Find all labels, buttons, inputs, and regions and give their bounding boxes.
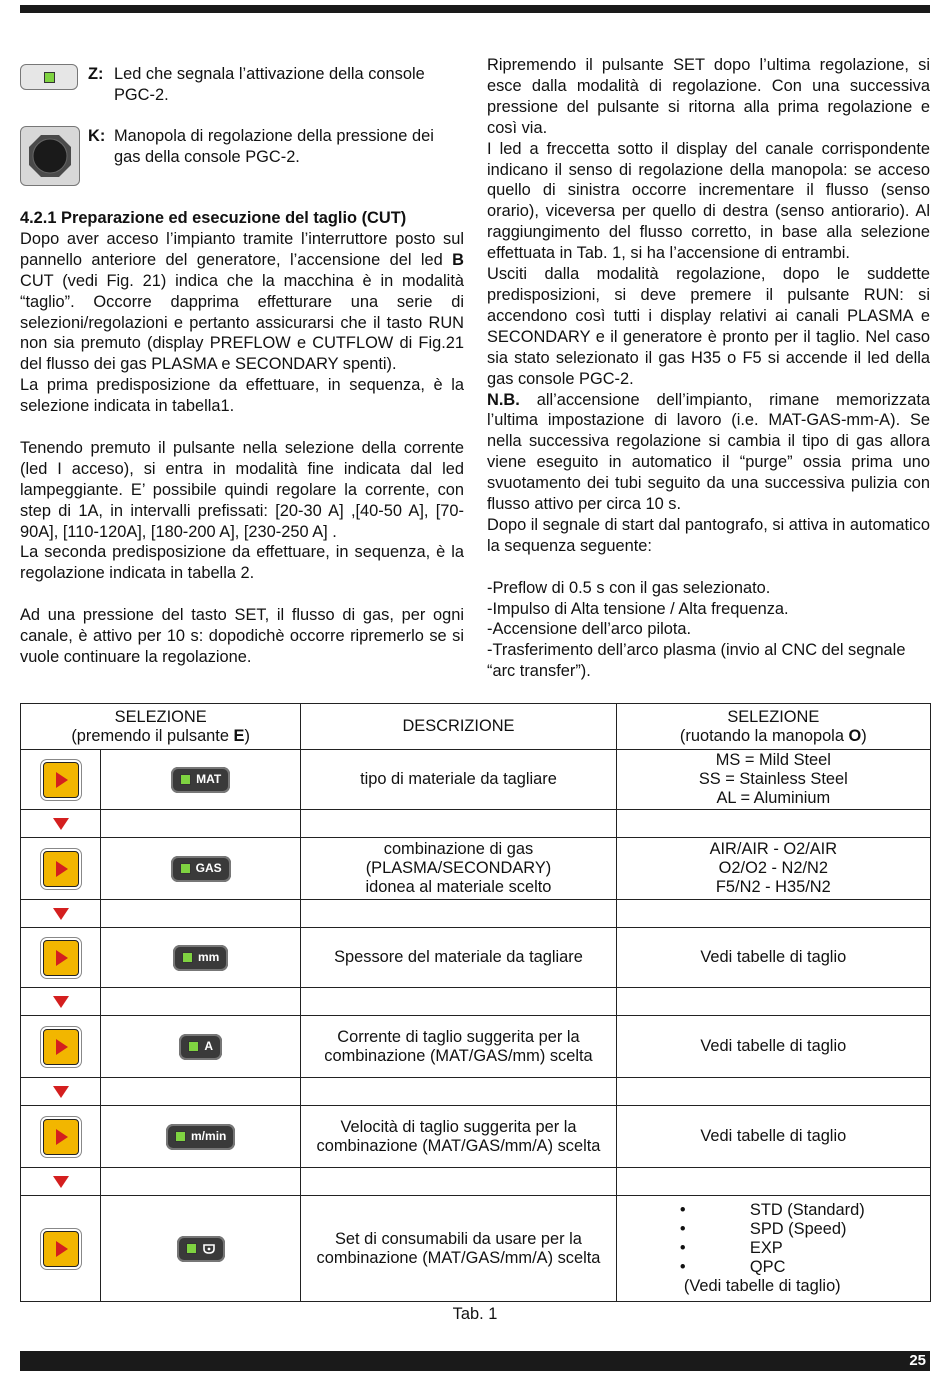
arrow-row (21, 900, 931, 928)
arrow-row (21, 810, 931, 838)
header-selection-button: SELEZIONE (premendo il pulsante E) (21, 704, 301, 750)
paragraph: La seconda predisposizione da effettuare, in sequenza, è la regolazione indicata in tabella 2. (20, 543, 464, 583)
header-description: DESCRIZIONE (301, 704, 616, 750)
arrow-row (21, 1078, 931, 1106)
table-row (21, 838, 931, 900)
row-description: Set di consumabili da usare per la combinazione (MAT/GAS/mm/A) scelta (301, 1196, 616, 1302)
paragraph: Tenendo premuto il pulsante nella selezione della corrente (led I acceso), si entra in modalità fine indicata dal led lampeggiante. E’ possibile quindi regolare la corrente, con step di 1A, in intervalli prefissati: [20-30 A] ,[40-50 A], [70-90A], [110-120A], [180-200 A], [230-250 A] . (20, 438, 464, 541)
note-paragraph: N.B. all’accensione dell’impianto, rimane memorizzata l’ultima impostazione di lavoro (i.e. MAT-GAS-mm-A). Se nella successiva regolazione si cambia il tipo di gas allora viene eseguito in automatico il “purge” ossia prima uno svuotamento dei tubi seguito da una successiva pulizia con flusso attivo per circa 10 s. (487, 390, 930, 514)
table-caption: Tab. 1 (452, 1305, 498, 1323)
header-selection-knob: SELEZIONE (ruotando la manopola O) (616, 704, 930, 750)
paragraph: La prima predisposizione da effettuare, in sequenza, è la selezione indicata in tabella1. (20, 376, 464, 416)
arrow-row (21, 988, 931, 1016)
selection-table (20, 703, 931, 1302)
bullet-item: • SPD (Speed) (682, 1220, 865, 1239)
mm-indicator-icon: mm (173, 945, 228, 971)
row-selection: AIR/AIR - O2/AIR O2/O2 - N2/N2 F5/N2 - H35/N2 (616, 838, 930, 900)
table-row (21, 928, 931, 988)
play-button-icon (43, 1119, 79, 1155)
row-selection: Vedi tabelle di taglio (616, 1016, 930, 1078)
play-button-icon (43, 762, 79, 798)
bullet-item: • STD (Standard) (682, 1201, 865, 1220)
play-button-icon (43, 1231, 79, 1267)
sequence-item: -Preflow di 0.5 s con il gas selezionato. (487, 578, 771, 597)
sequence-item: -Impulso di Alta tensione / Alta frequenza. (487, 599, 789, 618)
table-row (21, 1016, 931, 1078)
table-row (21, 750, 931, 810)
paragraph: I led a freccetta sotto il display del canale corrispondente indicano il senso di regolazione della manopola: se acceso quello di sinistra occorre incrementare il flusso (senso orario), viceversa per quello di destra (senso antiorario). Al raggiungimento del flusso corretto, in base alla selezione effettuata in Tab. 1, si ha l’accensione di entrambi. (487, 139, 930, 263)
arrow-down-icon (53, 1086, 69, 1098)
row-description: Spessore del materiale da tagliare (301, 928, 616, 988)
legend-key: Z: (88, 65, 104, 83)
consumables-indicator-icon (177, 1236, 225, 1262)
table-header-row (21, 704, 931, 750)
legend-key: K: (88, 127, 106, 145)
paragraph: Usciti dalla modalità regolazione, dopo le suddette predisposizioni, si deve premere il pulsante RUN: si accendono così tutti i display relativi ai canali PLASMA e SECONDARY e il generatore è pronto per il taglio. Nel caso sia stato selezionato il gas H35 o F5 si accende il led della gas console PGC-2. (487, 265, 930, 388)
paragraph: Ad una pressione del tasto SET, il flusso di gas, per ogni canale, è attivo per 10 s: dopodichè occorre ripremerlo se si vuole continuare la regolazione. (20, 606, 464, 666)
gas-indicator-icon: GAS (171, 856, 231, 882)
page-number: 25 (909, 1352, 926, 1369)
paragraph: Dopo aver acceso l’impianto tramite l’interruttore posto sul pannello anteriore del generatore, l’accensione del led B CUT (vedi Fig. 21) indica che la macchina è in modalità “taglio”. Occorre dapprima effetturare una serie di selezioni/regolazioni e pertanto assicurarsi che il tasto RUN non sia premuto (display PREFLOW e CUTFLOW di Fig.21 del flusso dei gas PLASMA e SECONDARY spenti). (20, 229, 464, 374)
row-selection: Vedi tabelle di taglio (616, 928, 930, 988)
legend-k (20, 126, 464, 208)
knob-icon (20, 126, 80, 186)
speed-indicator-icon: m/min (166, 1124, 235, 1150)
mat-indicator-icon: MAT (171, 767, 230, 793)
right-column (487, 55, 930, 682)
table-row (21, 1106, 931, 1168)
row-description: Velocità di taglio suggerita per la combinazione (MAT/GAS/mm/A) scelta (301, 1106, 616, 1168)
play-button-icon (43, 940, 79, 976)
selection-note: (Vedi tabelle di taglio) (683, 1277, 841, 1295)
row-description: combinazione di gas (PLASMA/SECONDARY) idonea al materiale scelto (301, 838, 616, 900)
current-indicator-icon: A (179, 1034, 222, 1060)
row-selection: Vedi tabelle di taglio (616, 1106, 930, 1168)
sequence-item: -Accensione dell’arco pilota. (487, 620, 692, 639)
legend-z (20, 64, 464, 126)
bullet-item: • EXP (682, 1239, 865, 1258)
row-selection (616, 1196, 930, 1302)
arrow-row (21, 1168, 931, 1196)
legend-text: Led che segnala l’attivazione della console PGC-2. (114, 65, 425, 104)
arrow-down-icon (53, 908, 69, 920)
legend-text: Manopola di regolazione della pressione dei gas della console PGC-2. (114, 127, 434, 166)
sequence-item: -Trasferimento dell’arco plasma (invio al CNC del segnale “arc transfer”). (487, 641, 906, 681)
row-description: tipo di materiale da tagliare (301, 750, 616, 810)
footer-rule (20, 1351, 930, 1371)
play-button-icon (43, 1029, 79, 1065)
led-indicator-icon (20, 64, 78, 90)
arrow-down-icon (53, 1176, 69, 1188)
row-selection: MS = Mild Steel SS = Stainless Steel AL = Aluminium (616, 750, 930, 810)
row-description: Corrente di taglio suggerita per la combinazione (MAT/GAS/mm) scelta (301, 1016, 616, 1078)
section-heading: 4.2.1 Preparazione ed esecuzione del taglio (CUT) (20, 209, 407, 227)
table-row (21, 1196, 931, 1302)
play-button-icon (43, 851, 79, 887)
left-column (20, 64, 464, 668)
arrow-down-icon (53, 996, 69, 1008)
arrow-down-icon (53, 818, 69, 830)
bullet-item: • QPC (682, 1258, 865, 1277)
paragraph: Ripremendo il pulsante SET dopo l’ultima regolazione, si esce dalla modalità di regolazione. Con una successiva pressione del pulsante si ritorna alla prima regolazione e così via. (487, 56, 930, 137)
top-rule (20, 5, 930, 13)
paragraph: Dopo il segnale di start dal pantografo, si attiva in automatico la sequenza seguente: (487, 515, 930, 555)
